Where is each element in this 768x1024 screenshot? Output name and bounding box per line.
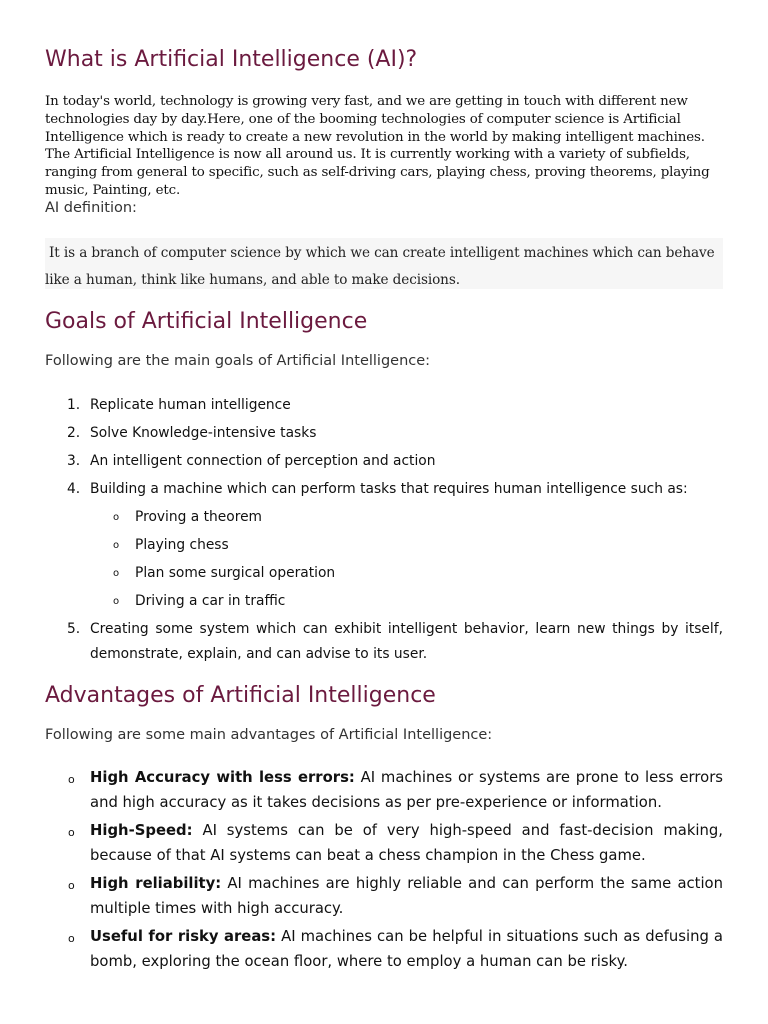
goals-heading: Goals of Artificial Intelligence xyxy=(45,309,368,334)
goal-text: Building a machine which can perform tasks that requires human intelligence such as: xyxy=(90,481,688,497)
goal-text: Replicate human intelligence xyxy=(90,397,291,413)
goal-number: 2. xyxy=(67,425,81,441)
circle-bullet-icon: o xyxy=(113,596,120,607)
goals-lead: Following are the main goals of Artificial Intelligence: xyxy=(45,353,431,369)
goal-subitem xyxy=(90,505,723,530)
advantage-text: AI machines or systems are prone to less errors and high accuracy as it takes decisions as per pre-experience or information. xyxy=(90,769,723,811)
circle-bullet-icon: o xyxy=(113,512,120,523)
goal-number: 1. xyxy=(67,397,81,413)
advantage-title: High reliability: xyxy=(90,875,222,892)
goal-text: An intelligent connection of perception and action xyxy=(90,453,436,469)
advantage-text: AI machines are highly reliable and can perform the same action multiple times with high accuracy. xyxy=(90,875,723,917)
goal-item xyxy=(45,421,723,446)
advantage-title: High-Speed: xyxy=(90,822,193,839)
circle-bullet-icon: o xyxy=(68,932,75,945)
intro-paragraph: In today's world, technology is growing very fast, and we are getting in touch with different new technologies day by day.Here, one of the booming technologies of computer science is Artificial Intelligence which is ready to create a new revolution in the world by making intelligent machines. The Artificial Intelligence is now all around us. It is currently working with a variety of subfields, ranging from general to specific, such as self-driving cars, playing chess, proving theorems, playing music, Painting, etc. xyxy=(45,94,710,198)
goal-sublist xyxy=(90,505,723,614)
advantage-item xyxy=(45,872,723,921)
advantage-text: AI machines can be helpful in situations such as defusing a bomb, exploring the ocean floor, where to employ a human can be risky. xyxy=(90,928,723,970)
goal-item xyxy=(45,393,723,418)
advantages-list xyxy=(45,766,723,978)
advantage-title: Useful for risky areas: xyxy=(90,928,277,945)
advantage-item xyxy=(45,819,723,868)
definition-box: It is a branch of computer science by which we can create intelligent machines which can behave like a human, think like humans, and able to make decisions. xyxy=(45,238,723,289)
goal-text: Creating some system which can exhibit intelligent behavior, learn new things by itself, demonstrate, explain, and can advise to its user. xyxy=(90,621,723,662)
subitem-text: Playing chess xyxy=(135,537,229,553)
definition-label: AI definition: xyxy=(45,200,137,216)
goal-number: 4. xyxy=(67,481,81,497)
goal-subitem xyxy=(90,533,723,558)
advantage-title: High Accuracy with less errors: xyxy=(90,769,355,786)
subitem-text: Plan some surgical operation xyxy=(135,565,336,581)
circle-bullet-icon: o xyxy=(68,826,75,839)
goal-number: 3. xyxy=(67,453,81,469)
subitem-text: Proving a theorem xyxy=(135,509,262,525)
goal-text: Solve Knowledge-intensive tasks xyxy=(90,425,317,441)
subitem-text: Driving a car in traffic xyxy=(135,593,286,609)
advantage-item xyxy=(45,925,723,974)
advantage-item xyxy=(45,766,723,815)
page-title: What is Artificial Intelligence (AI)? xyxy=(45,47,418,72)
advantage-text: AI systems can be of very high-speed and fast-decision making, because of that AI systems can beat a chess champion in the Chess game. xyxy=(90,822,723,864)
advantages-heading: Advantages of Artificial Intelligence xyxy=(45,683,436,708)
goal-subitem xyxy=(90,561,723,586)
goal-item xyxy=(45,477,723,614)
goals-list xyxy=(45,393,723,670)
goal-number: 5. xyxy=(67,621,81,637)
circle-bullet-icon: o xyxy=(113,568,120,579)
circle-bullet-icon: o xyxy=(68,773,75,786)
goal-subitem xyxy=(90,589,723,614)
circle-bullet-icon: o xyxy=(113,540,120,551)
circle-bullet-icon: o xyxy=(68,879,75,892)
advantages-lead: Following are some main advantages of Artificial Intelligence: xyxy=(45,727,493,743)
goal-item xyxy=(45,449,723,474)
goal-item xyxy=(45,617,723,666)
